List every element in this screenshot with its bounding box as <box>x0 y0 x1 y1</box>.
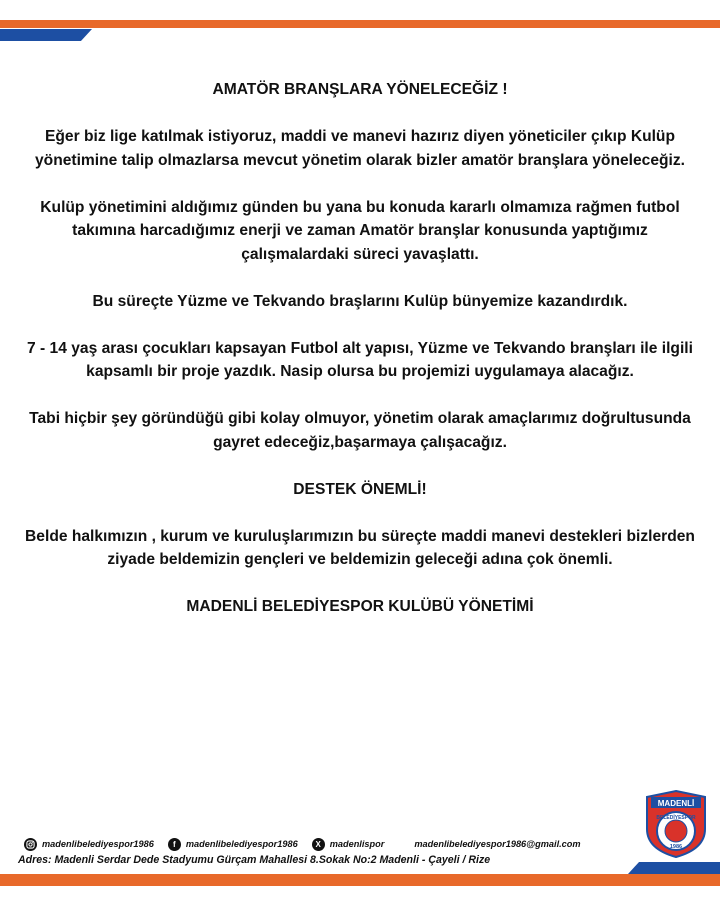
paragraph-6: Belde halkımızın , kurum ve kuruluşlarımızın bu süreçte maddi manevi destekleri bizlerden ziyade beldemizin gençleri ve beldemizin geleceği adına çok önemli. <box>25 527 695 568</box>
top-orange-bar <box>0 20 720 28</box>
x-link[interactable] <box>312 838 385 851</box>
paragraph-3: Bu süreçte Yüzme ve Tekvando braşlarını Kulüp bünyemize kazandırdık. <box>92 292 628 310</box>
instagram-handle: madenlibelediyespor1986 <box>42 839 154 849</box>
paragraph-1: Eğer biz lige katılmak istiyoruz, maddi ve manevi hazırız diyen yöneticiler çıkıp Kulüp yönetimine talip olmazlarsa mevcut yönetim olarak bizler amatör branşlara yöneleceğiz. <box>35 128 685 169</box>
facebook-icon: f <box>168 838 181 851</box>
email-address: madenlibelediyespor1986@gmail.com <box>414 839 581 849</box>
paragraph-2: Kulüp yönetimini aldığımız günden bu yana bu konuda kararlı olmamıza rağmen futbol takımına harcadığımız enerji ve zaman Amatör branşlar konusunda yaptığımız çalışmalardaki süreci yavaşlattı. <box>40 198 680 263</box>
social-links <box>24 836 595 852</box>
instagram-link[interactable] <box>24 838 154 851</box>
support-heading: DESTEK ÖNEMLİ! <box>293 480 427 498</box>
x-icon: X <box>312 838 325 851</box>
logo-year: 1986 <box>669 844 683 850</box>
signature: MADENLİ BELEDİYESPOR KULÜBÜ YÖNETİMİ <box>186 598 534 615</box>
club-logo <box>643 789 709 859</box>
announcement-title: AMATÖR BRANŞLARA YÖNELECEĞİZ ! <box>212 81 508 98</box>
bottom-blue-accent <box>628 862 720 874</box>
top-blue-accent <box>0 29 92 41</box>
email-link[interactable] <box>414 839 580 849</box>
bottom-orange-bar <box>0 874 720 886</box>
x-handle: madenlispor <box>329 839 385 849</box>
paragraph-4: 7 - 14 yaş arası çocukları kapsayan Futbol alt yapısı, Yüzme ve Tekvando branşları ile ilgili kapsamlı bir proje yazdık. Nasip olursa bu projemizi uygulamaya alacağız. <box>27 339 693 380</box>
logo-ball <box>665 820 687 842</box>
announcement-body <box>20 78 700 619</box>
address-line: Adres: Madenli Serdar Dede Stadyumu Gürçam Mahallesi 8.Sokak No:2 Madenli - Çayeli / Rize <box>18 854 491 866</box>
instagram-icon <box>24 838 37 851</box>
facebook-link[interactable] <box>168 838 298 851</box>
facebook-handle: madenlibelediyespor1986 <box>185 839 298 849</box>
logo-ring-text: BELEDİYESPOR <box>656 815 696 821</box>
logo-top-text: MADENLİ <box>657 799 695 808</box>
paragraph-5: Tabi hiçbir şey göründüğü gibi kolay olmuyor, yönetim olarak amaçlarımız doğrultusunda gayret edeceğiz,başarmaya çalışacağız. <box>29 410 691 451</box>
